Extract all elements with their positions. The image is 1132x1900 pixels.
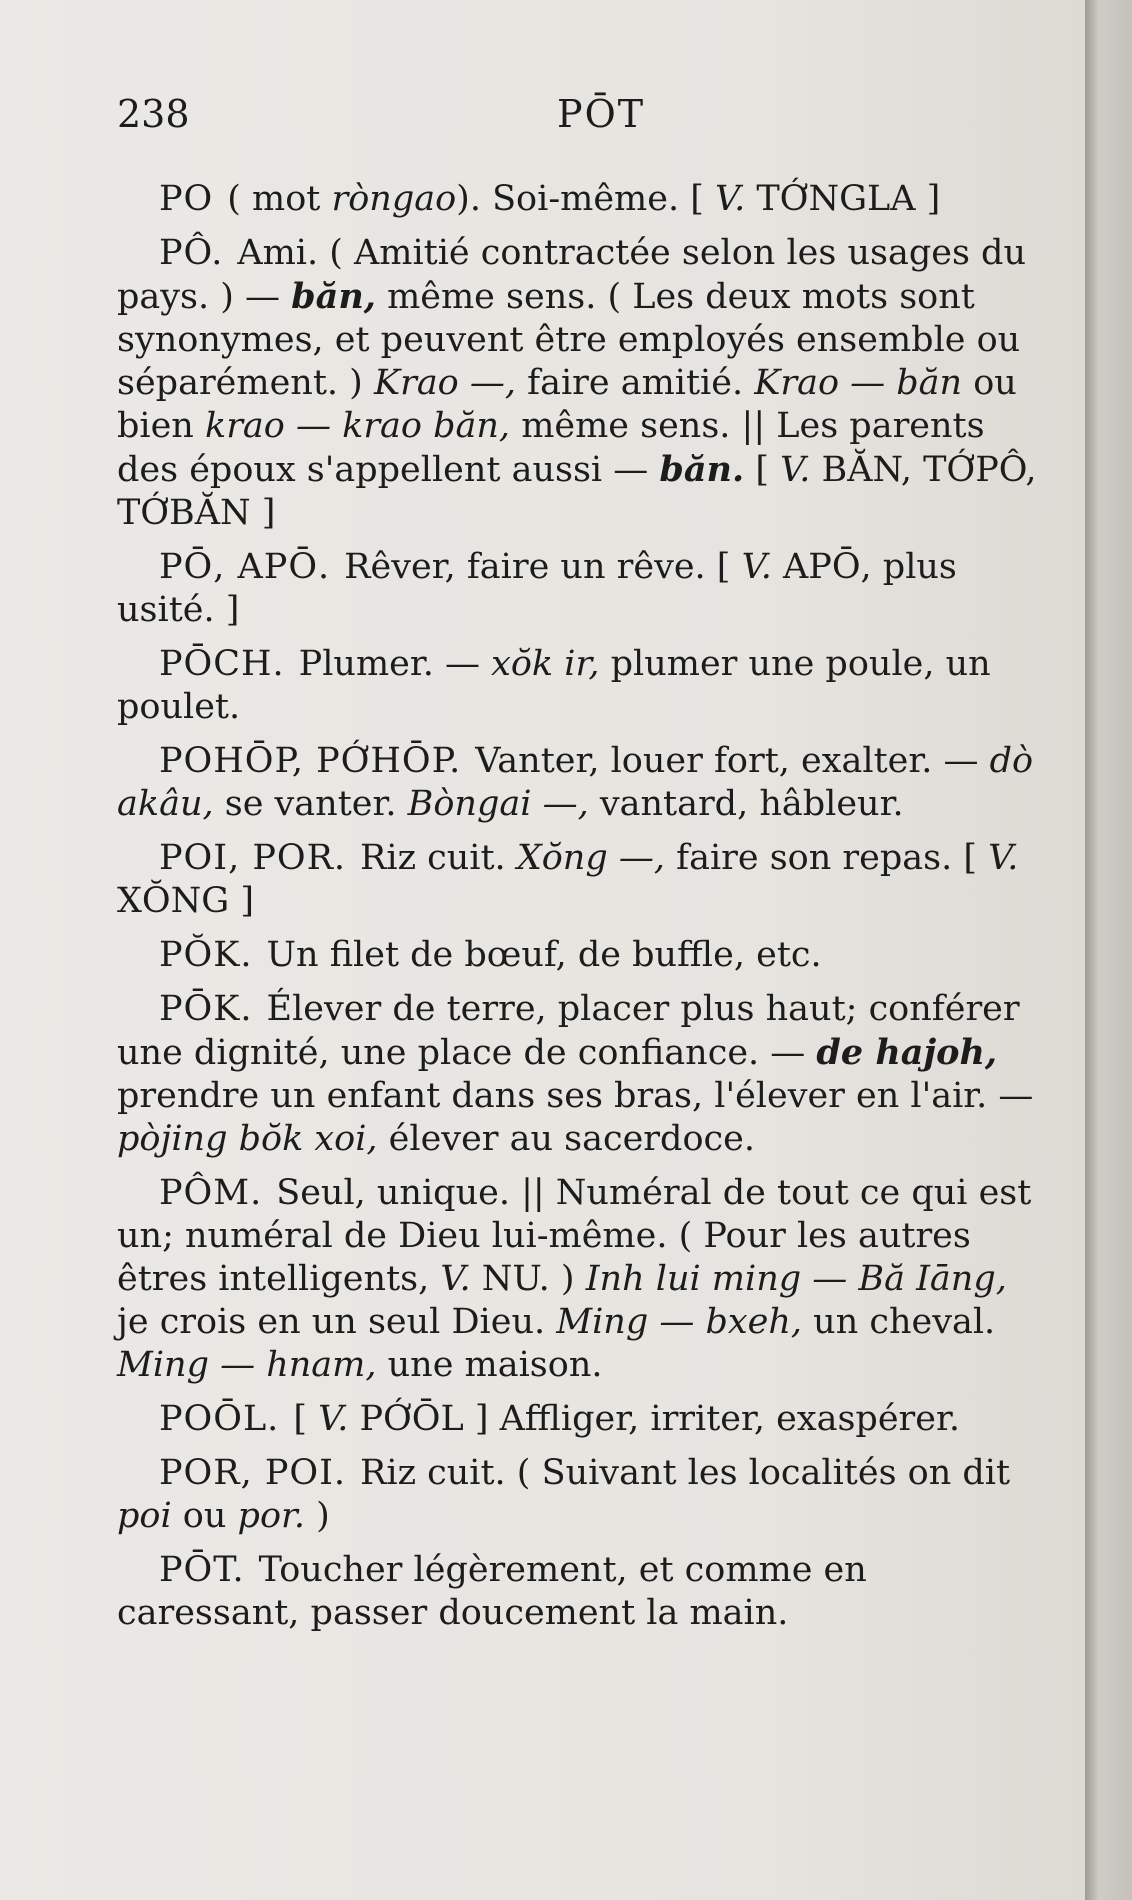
- dictionary-entry: [117, 988, 1037, 1161]
- entry-example-term: Inh lui ming — Bă Iāng,: [585, 1259, 1007, 1299]
- entry-headword: PŌK.: [159, 989, 253, 1029]
- entry-definition-text: BĂN, TỚPÔ, TỚBĂN ]: [117, 450, 1037, 533]
- entry-definition-text: ( mot: [227, 179, 332, 219]
- entry-definition-text: Plumer. —: [298, 644, 492, 684]
- entry-example-term: băn,: [291, 276, 376, 317]
- dictionary-entry: [117, 546, 1037, 632]
- dictionary-entry: [117, 1549, 1037, 1635]
- entry-example-term: poi: [117, 1496, 172, 1536]
- entry-headword: PÔM.: [159, 1173, 263, 1213]
- entry-example-term: xŏk ir,: [491, 644, 600, 684]
- page-header: [117, 92, 987, 142]
- entry-definition-text: Toucher légèrement, et comme en caressant, passer doucement la main.: [117, 1550, 867, 1633]
- entry-headword: POHŌP, PỚHŌP.: [159, 741, 462, 781]
- entry-definition-text: [: [744, 450, 781, 490]
- entry-example-term: V.: [318, 1399, 349, 1439]
- dictionary-entry: [117, 934, 1037, 977]
- entry-example-term: Ming — hnam,: [117, 1345, 377, 1385]
- entry-definition-text: Riz cuit. ( Suivant les localités on dit: [360, 1453, 1011, 1493]
- entry-example-term: Krao — băn: [754, 363, 963, 403]
- entry-example-term: V.: [780, 450, 811, 490]
- entry-headword: POR, POI.: [159, 1453, 347, 1493]
- entry-headword: PŌT.: [159, 1550, 245, 1590]
- entry-definition-text: Rêver, faire un rêve. [: [344, 547, 742, 587]
- entry-headword: POI, POR.: [159, 838, 347, 878]
- entry-example-term: băn.: [659, 449, 745, 490]
- entry-definition-text: XŎNG ]: [117, 881, 254, 921]
- entry-definition-text: Seul, unique. || Numéral de tout ce qui est un; numéral de Dieu lui-même. ( Pour les autres êtres intelligents,: [117, 1173, 1032, 1299]
- dictionary-entry: [117, 1452, 1037, 1538]
- entry-definition-text: Vanter, louer fort, exalter. —: [475, 741, 990, 781]
- entry-definition-text: Riz cuit.: [360, 838, 517, 878]
- page-number: 238: [117, 92, 190, 136]
- entry-definition-text: NU. ): [470, 1259, 586, 1299]
- dictionary-entry: [117, 1398, 1037, 1441]
- entry-definition-text: prendre un enfant dans ses bras, l'élever en l'air. —: [117, 1076, 1034, 1116]
- entry-definition-text: élever au sacerdoce.: [377, 1119, 755, 1159]
- entry-definition-text: PỚŌL ] Affliger, irriter, exaspérer.: [348, 1399, 961, 1439]
- entry-example-term: V.: [988, 838, 1019, 878]
- entry-example-term: V.: [440, 1259, 471, 1299]
- entry-definition-text: ). Soi-même. [: [456, 179, 715, 219]
- dictionary-entry: [117, 643, 1037, 729]
- entry-example-term: V.: [714, 179, 746, 219]
- entry-definition-text: TỚNGLA ]: [745, 179, 941, 219]
- dictionary-entry: [117, 178, 1037, 221]
- dictionary-entries: [117, 178, 1037, 1646]
- entry-definition-text: faire son repas. [: [665, 838, 989, 878]
- entry-definition-text: je crois en un seul Dieu.: [117, 1302, 557, 1342]
- entry-headword: PŎK.: [159, 935, 253, 975]
- entry-example-term: krao — krao băn,: [204, 406, 511, 446]
- entry-headword: PŌ, APŌ.: [159, 547, 331, 587]
- entry-definition-text: se vanter.: [213, 784, 408, 824]
- entry-definition-text: faire amitié.: [516, 363, 755, 403]
- dictionary-entry: [117, 1172, 1037, 1387]
- entry-example-term: Bòngai —,: [407, 784, 589, 824]
- dictionary-entry: [117, 232, 1037, 535]
- entry-definition-text: plumer une poule, un poulet.: [117, 644, 991, 727]
- entry-definition-text: APŌ, plus usité. ]: [117, 547, 957, 630]
- dictionary-entry: [117, 740, 1037, 826]
- entry-definition-text: Un filet de bœuf, de buffle, etc.: [266, 935, 822, 975]
- entry-example-term: Krao —,: [373, 363, 517, 403]
- entry-headword: PÔ.: [159, 233, 224, 273]
- book-gutter: [1085, 0, 1132, 1900]
- running-head: PŌT: [557, 92, 646, 136]
- entry-definition-text: même sens. || Les parents des époux s'appellent aussi —: [117, 406, 985, 490]
- entry-definition-text: même sens. ( Les deux mots sont synonymes, et peuvent être employés ensemble ou séparément. ): [117, 277, 1021, 403]
- entry-example-term: ròngao: [331, 179, 457, 219]
- entry-headword: POŌL.: [159, 1399, 280, 1439]
- entry-example-term: por.: [237, 1496, 306, 1536]
- entry-definition-text: [: [293, 1399, 319, 1439]
- entry-example-term: pòjing bŏk xoi,: [117, 1119, 378, 1159]
- entry-example-term: V.: [741, 547, 772, 587]
- entry-headword: PŌCH.: [159, 644, 285, 684]
- entry-definition-text: Élever de terre, placer plus haut; conférer une dignité, une place de confiance. —: [117, 989, 1020, 1073]
- entry-example-term: dò akâu,: [117, 741, 1034, 824]
- dictionary-entry: [117, 837, 1037, 923]
- entry-definition-text: ou: [171, 1496, 238, 1536]
- entry-definition-text: une maison.: [376, 1345, 603, 1385]
- entry-example-term: de hajoh,: [816, 1032, 998, 1073]
- entry-example-term: Ming — bxeh,: [556, 1302, 803, 1342]
- entry-definition-text: Ami. ( Amitié contractée selon les usages du pays. ) —: [117, 233, 1026, 317]
- entry-definition-text: un cheval.: [802, 1302, 996, 1342]
- entry-definition-text: ): [305, 1496, 330, 1536]
- entry-definition-text: ou bien: [117, 363, 1017, 446]
- entry-example-term: Xŏng —,: [516, 838, 665, 878]
- entry-headword: PO: [159, 179, 214, 219]
- entry-definition-text: vantard, hâbleur.: [588, 784, 904, 824]
